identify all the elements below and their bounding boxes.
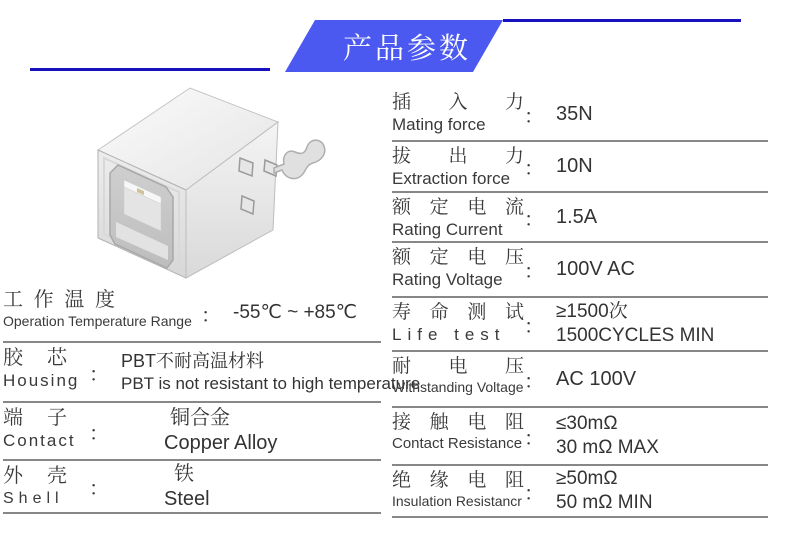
spec-label	[392, 466, 524, 516]
spec-label-en: Extraction force	[392, 168, 511, 188]
spec-label-zh: 外 壳	[3, 465, 67, 487]
spec-label-en: Life test	[392, 324, 506, 344]
spec-label-en: Operation Temperature Range	[3, 313, 192, 329]
spec-label-zh: 耐 电 压	[392, 356, 524, 377]
colon-separator: ：	[524, 427, 544, 450]
colon-separator: ：	[524, 208, 544, 231]
spec-row-rating-current	[392, 193, 768, 243]
spec-value: 1.5A	[556, 205, 598, 228]
spec-label-zh: 插 入 力	[392, 92, 524, 113]
spec-label	[392, 193, 524, 241]
spec-label-en: Shell	[3, 490, 64, 507]
spec-label	[392, 88, 524, 140]
spec-label	[392, 142, 524, 191]
spec-label-zh: 拔 出 力	[392, 146, 524, 167]
colon-separator: ：	[524, 482, 544, 505]
spec-value: 10N	[556, 155, 593, 177]
spec-row-contact-resistance	[392, 408, 768, 466]
spec-label	[3, 343, 89, 401]
spec-label	[392, 352, 524, 406]
spec-row-life-test	[392, 298, 768, 352]
spec-label-en: Rating Current	[392, 219, 503, 239]
spec-label	[3, 285, 201, 341]
spec-row-rating-voltage	[392, 243, 768, 298]
spec-row-operation-temperature	[3, 285, 381, 343]
spec-label-en: Mating force	[392, 114, 486, 134]
colon-separator: ：	[524, 158, 544, 180]
spec-row-mating-force	[392, 88, 768, 142]
right-spec-table	[392, 88, 768, 518]
spec-value: 100V AC	[556, 258, 635, 280]
header-right-line	[503, 19, 741, 22]
colon-separator: ：	[524, 370, 544, 393]
spec-label	[3, 403, 89, 459]
spec-label-zh: 寿 命 测 试	[392, 302, 524, 323]
spec-value: PBT不耐高温材料 PBT is not resistant to high temperature	[121, 351, 421, 393]
spec-value: ≤30mΩ 30 mΩ MAX	[556, 413, 659, 458]
spec-label	[392, 243, 524, 296]
spec-value: -55℃ ~ +85℃	[233, 302, 358, 324]
spec-value: 铜合金 Copper Alloy	[164, 407, 278, 454]
spec-label-zh: 端 子	[3, 407, 67, 429]
left-spec-table	[3, 285, 421, 514]
spec-label-zh: 接 触 电 阻	[392, 412, 524, 433]
spec-value: 铁 Steel	[164, 462, 210, 510]
spec-label-en: Contact	[3, 431, 76, 450]
spec-value: ≥50mΩ 50 mΩ MIN	[556, 468, 653, 513]
spec-label	[3, 461, 89, 512]
spec-label-zh: 绝 缘 电 阻	[392, 470, 524, 491]
product-photo	[60, 80, 360, 290]
spec-label-zh: 额 定 电 流	[392, 197, 524, 218]
spec-label	[392, 298, 524, 350]
spec-label-zh: 额 定 电 压	[392, 247, 524, 268]
header-left-line	[30, 68, 270, 71]
spec-label-zh: 胶 芯	[3, 347, 67, 369]
spec-label-en: Contact Resistance	[392, 434, 523, 452]
spec-row-shell	[3, 461, 381, 514]
spec-label-en: Housing	[3, 371, 80, 390]
spec-label-zh: 工 作 温 度	[3, 289, 115, 311]
colon-separator: ：	[524, 261, 544, 283]
spec-label-en: Rating Voltage	[392, 269, 503, 289]
colon-separator: ：	[89, 363, 109, 386]
spec-value: 35N	[556, 102, 593, 125]
spec-row-withstanding-voltage	[392, 352, 768, 408]
spec-row-extraction-force	[392, 142, 768, 193]
colon-separator: ：	[89, 478, 109, 500]
spec-row-housing	[3, 343, 421, 403]
colon-separator: ：	[201, 304, 221, 327]
colon-separator: ：	[524, 315, 544, 338]
spec-row-contact	[3, 403, 381, 461]
spec-row-insulation-resistance	[392, 466, 768, 518]
colon-separator: ：	[89, 422, 109, 445]
spec-value: ≥1500次 1500CYCLES MIN	[556, 301, 715, 346]
colon-separator: ：	[524, 105, 544, 128]
page-title: 产品参数	[342, 33, 471, 65]
spec-value: AC 100V	[556, 367, 637, 390]
spec-label-en: Withstanding Voltage	[392, 378, 524, 395]
spec-label	[392, 408, 524, 464]
spec-label-en: Insulation Resistancr	[392, 492, 522, 509]
